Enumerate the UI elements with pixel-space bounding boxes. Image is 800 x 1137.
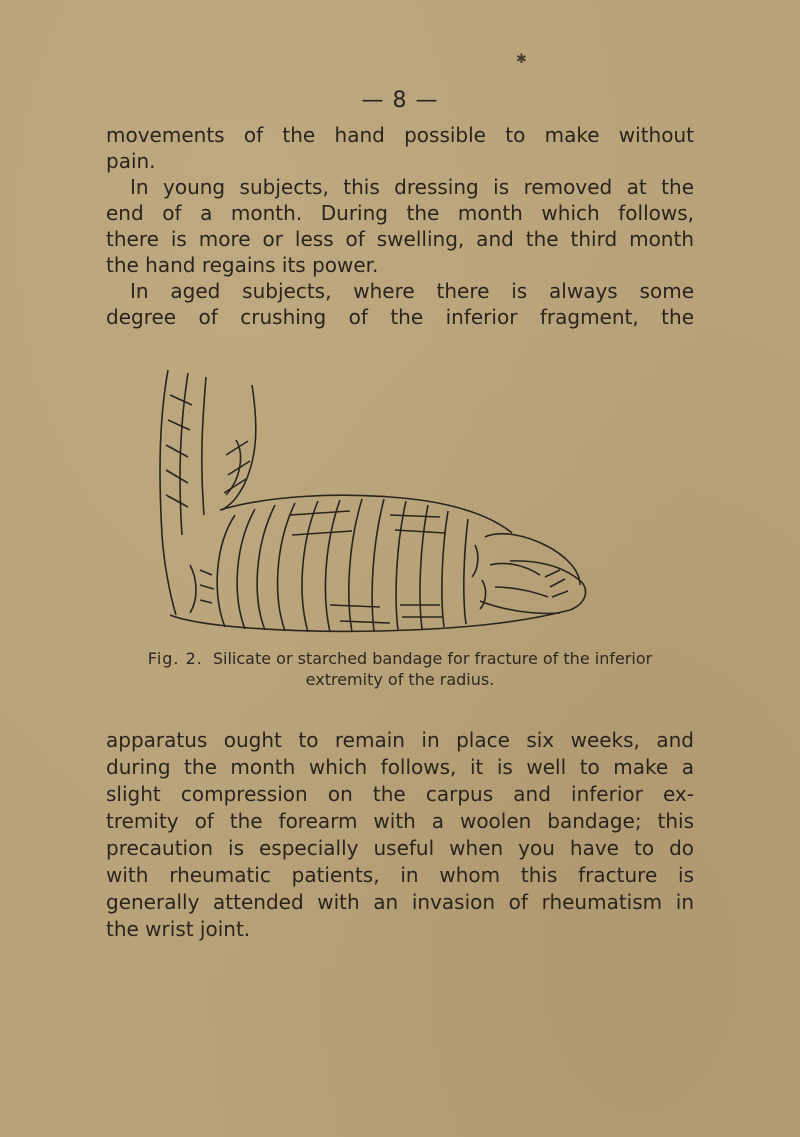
printer-mark: ✱ <box>516 52 527 67</box>
caption-text: Silicate or starched bandage for fracture of the inferior <box>212 649 653 668</box>
text-line: In young subjects, this dressing is removed at the <box>130 175 694 199</box>
text-line: with rheumatic patients, in whom this fracture is <box>106 863 694 887</box>
top-text <box>106 122 694 330</box>
text-line: apparatus ought to remain in place six weeks, and <box>106 728 694 752</box>
figure-label: Fig. 2. <box>147 649 203 668</box>
text-line: tremity of the forearm with a woolen bandage; this <box>106 809 694 833</box>
text-line: the wrist joint. <box>106 917 251 941</box>
text-line: end of a month. During the month which follows, <box>106 201 694 225</box>
text-line: pain. <box>106 149 156 173</box>
figure-caption <box>106 648 694 690</box>
page-number: — 8 — <box>361 88 439 113</box>
text-line: degree of crushing of the inferior fragment, the <box>106 305 694 329</box>
caption-text: extremity of the radius. <box>305 670 495 689</box>
text-line: there is more or less of swelling, and the third month <box>106 227 694 251</box>
bandage-illustration <box>140 365 590 640</box>
text-line: the hand regains its power. <box>106 253 379 277</box>
text-line: In aged subjects, where there is always some <box>130 279 694 303</box>
text-line: precaution is especially useful when you have to do <box>106 836 694 860</box>
text-line: during the month which follows, it is well to make a <box>106 755 694 779</box>
text-line: movements of the hand possible to make without <box>106 123 694 147</box>
text-line: slight compression on the carpus and inferior ex- <box>106 782 694 806</box>
text-line: generally attended with an invasion of rheumatism in <box>106 890 694 914</box>
bottom-text <box>106 727 694 943</box>
